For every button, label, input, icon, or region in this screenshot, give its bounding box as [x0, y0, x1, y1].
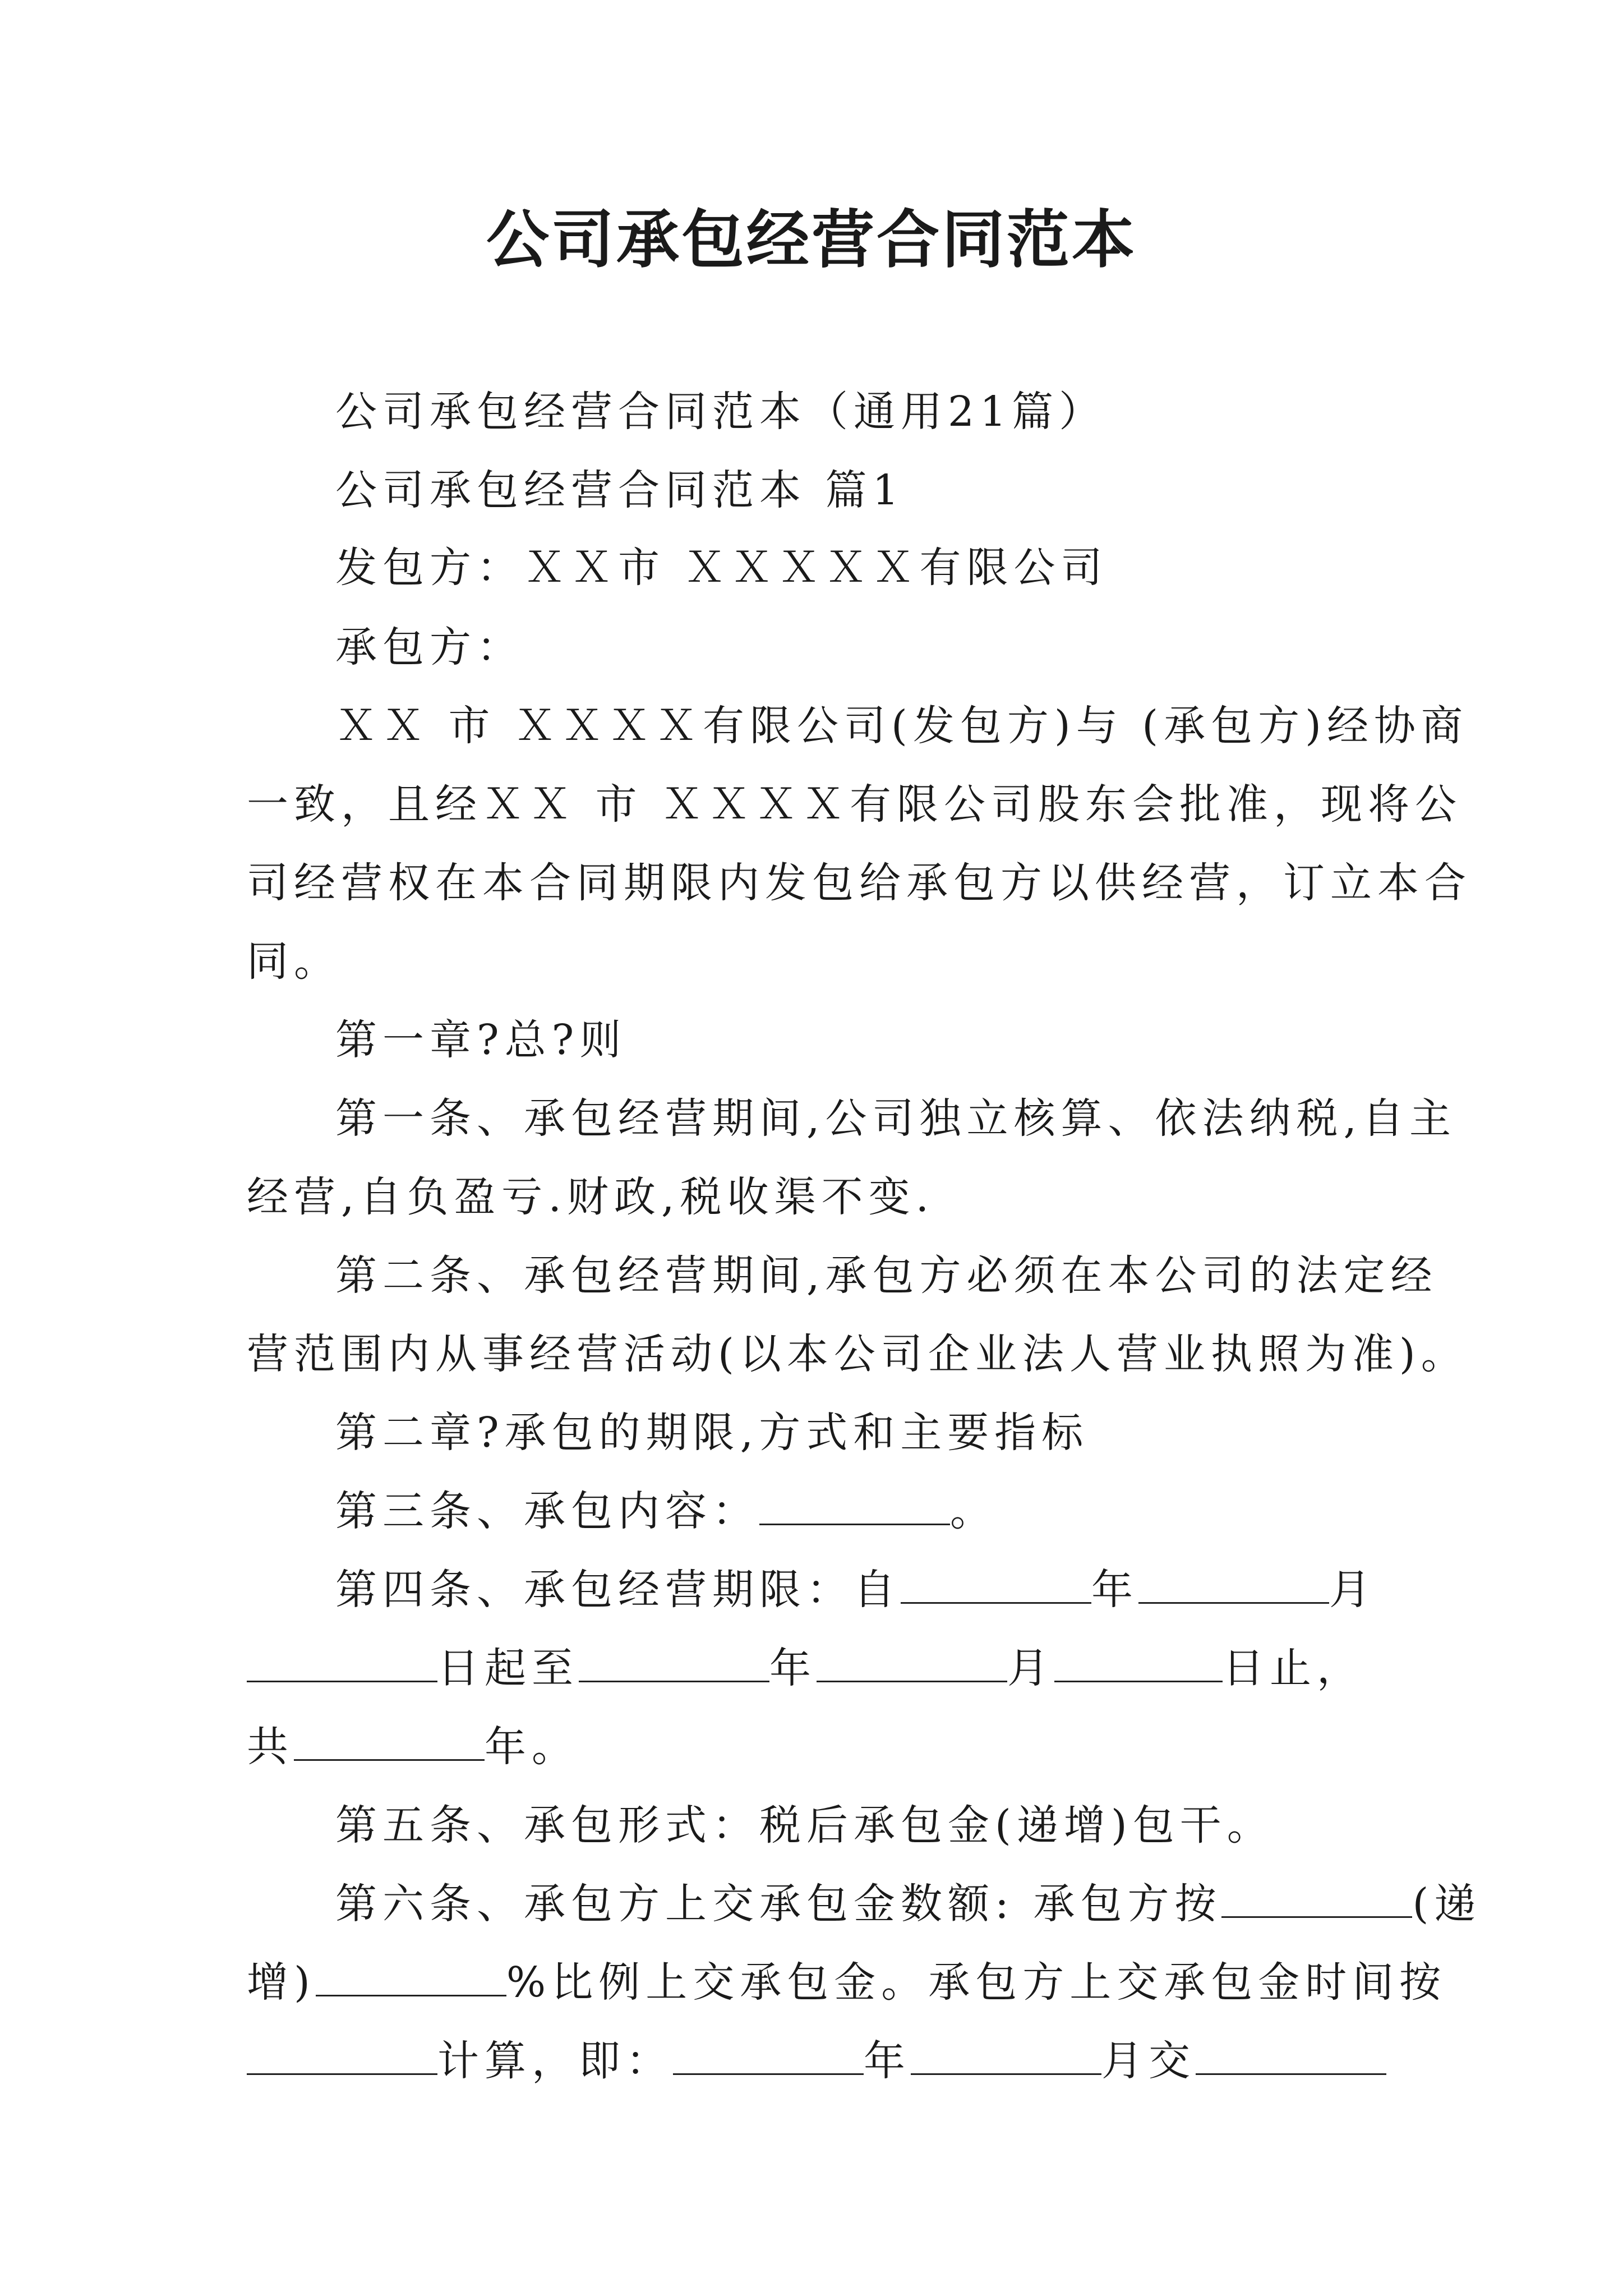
document-title: 公司承包经营合同范本 — [486, 203, 1137, 277]
article-6-text: (递 — [1412, 1880, 1482, 1928]
fill-blank — [579, 1641, 769, 1682]
chapter-heading: 第二章?承包的期限,方式和主要指标 — [335, 1409, 1089, 1457]
fill-blank — [911, 2034, 1101, 2075]
article-4-text: 日起至 — [437, 1644, 579, 1692]
fill-blank — [294, 1720, 485, 1761]
article-4-text: 第四条、承包经营期限：自 — [335, 1566, 901, 1614]
article-4-line-1 — [335, 1562, 1376, 1618]
article-6-line-1 — [335, 1876, 1481, 1932]
article-4-text: 月 — [1329, 1566, 1376, 1614]
article-4-text: 年 — [769, 1644, 817, 1692]
article-4-text: 年 — [1091, 1566, 1138, 1614]
preamble-line: 同。 — [247, 937, 341, 986]
article-line: 经营,自负盈亏.财政,税收渠不变. — [247, 1173, 935, 1221]
preamble-line: ＸＸ 市 ＸＸＸＸ有限公司(发包方)与 (承包方)经协商 — [335, 702, 1469, 750]
article-5: 第五条、承包形式：税后承包金(递增)包干。 — [335, 1801, 1274, 1849]
fill-blank — [673, 2034, 864, 2075]
issuer-line: 发包方：ＸＸ市 ＸＸＸＸＸ有限公司 — [335, 544, 1108, 592]
fill-blank — [759, 1484, 950, 1525]
article-6-text: 第六条、承包方上交承包金数额: 承包方按 — [335, 1880, 1222, 1928]
article-6-line-2 — [247, 1954, 1446, 2010]
fill-blank — [247, 1641, 437, 1682]
preamble-line: 司经营权在本合同期限内发包给承包方以供经营，订立本合 — [247, 859, 1472, 907]
fill-blank — [901, 1563, 1091, 1604]
preamble-line: 一致，且经ＸＸ 市 ＸＸＸＸ有限公司股东会批准，现将公 — [247, 780, 1463, 829]
article-4-line-3 — [247, 1719, 579, 1775]
article-6-line-3 — [247, 2033, 1386, 2089]
fill-blank — [316, 1955, 506, 1996]
article-line: 营范围内从事经营活动(以本公司企业法人营业执照为准)。 — [247, 1330, 1468, 1378]
article-6-text: 增) — [247, 1958, 316, 2007]
article-3-suffix: 。 — [950, 1487, 997, 1535]
article-6-text: %比例上交承包金。承包方上交承包金时间按 — [506, 1958, 1447, 2007]
fill-blank — [1138, 1563, 1329, 1604]
article-line: 第二条、承包经营期间,承包方必须在本公司的法定经 — [335, 1251, 1438, 1300]
article-4-text: 月 — [1007, 1644, 1054, 1692]
article-4-text: 日止， — [1223, 1644, 1364, 1692]
article-4-text: 共 — [247, 1723, 294, 1771]
article-3 — [335, 1483, 997, 1539]
article-6-text: 月交 — [1101, 2037, 1196, 2085]
fill-blank — [817, 1641, 1007, 1682]
fill-blank — [1196, 2034, 1386, 2075]
contractor-line: 承包方： — [335, 623, 524, 671]
article-4-line-2 — [247, 1640, 1364, 1696]
fill-blank — [247, 2034, 437, 2075]
chapter-heading: 第一章?总?则 — [335, 1016, 627, 1064]
article-6-text: 计算，即： — [437, 2037, 673, 2085]
article-6-text: 年 — [864, 2037, 911, 2085]
article-line: 第一条、承包经营期间,公司独立核算、依法纳税,自主 — [335, 1094, 1457, 1143]
fill-blank — [1054, 1641, 1223, 1682]
article-3-prefix: 第三条、承包内容： — [335, 1487, 759, 1535]
section-heading: 公司承包经营合同范本 篇1 — [335, 466, 905, 514]
subtitle: 公司承包经营合同范本（通用21篇） — [335, 388, 1106, 436]
fill-blank — [1221, 1877, 1412, 1918]
article-4-text: 年。 — [485, 1723, 579, 1771]
